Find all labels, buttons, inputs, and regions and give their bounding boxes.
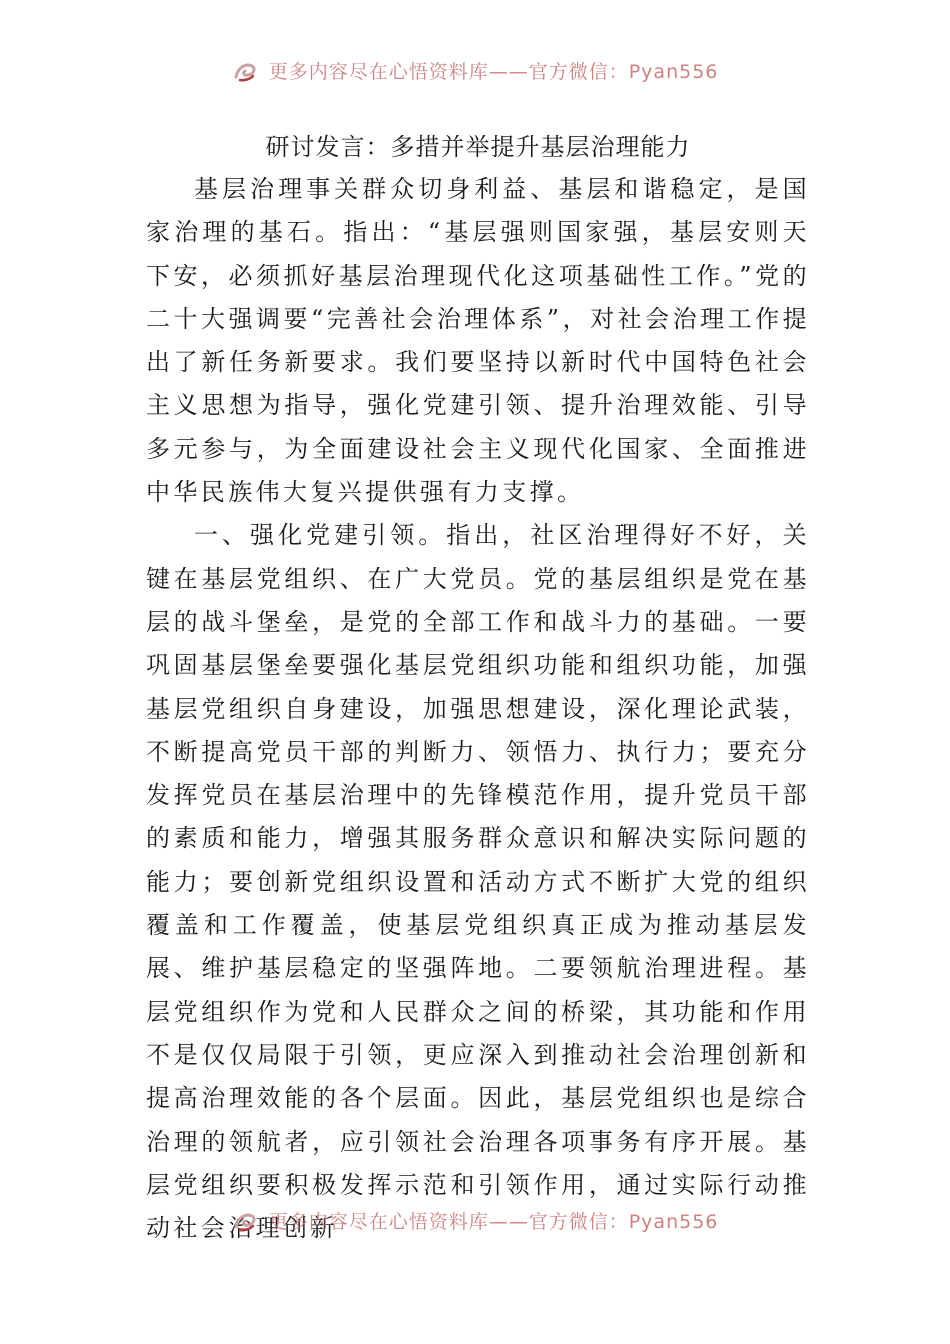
logo-icon (232, 59, 258, 85)
paragraph-section-1: 一、强化党建引领。指出，社区治理得好不好，关键在基层党组织、在广大党员。党的基层组织是党在基层的战斗堡垒，是党的全部工作和战斗力的基础。一要巩固基层堡垒要强化基层党组织功能和组织功能，加强基层党组织自身建设，加强思想建设，深化理论武装，不断提高党员干部的判断力、领悟力、执行力；要充分发挥党员在基层治理中的先锋模范作用，提升党员干部的素质和能力，增强其服务群众意识和解决实际问题的能力；要创新党组织设置和活动方式不断扩大党的组织覆盖和工作覆盖，使基层党组织真正成为推动基层发展、维护基层稳定的坚强阵地。二要领航治理进程。基层党组织作为党和人民群众之间的桥梁，其功能和作用不是仅仅局限于引领，更应深入到推动社会治理创新和提高治理效能的各个层面。因此，基层党组织也是综合治理的领航者，应引领社会治理各项事务有序开展。基层党组织要积极发挥示范和引领作用，通过实际行动推动社会治理创新 (146, 521, 810, 1243)
paragraph-intro: 基层治理事关群众切身利益、基层和谐稳定，是国家治理的基石。指出：“基层强则国家强，基层安则天下安，必须抓好基层治理现代化这项基础性工作。”党的二十大强调要“完善社会治理体系”，对社会治理工作提出了新任务新要求。我们要坚持以新时代中国特色社会主义思想为指导，强化党建引领、提升治理效能、引导多元参与，为全面建设社会主义现代化国家、全面推进中华民族伟大复兴提供强有力支撑。 (146, 175, 810, 507)
footer-watermark (0, 1206, 950, 1236)
watermark-text: 更多内容尽在心悟资料库——官方微信：Pyan556 (268, 1210, 719, 1233)
document-body (146, 126, 810, 1250)
logo-icon (232, 1209, 258, 1235)
header-watermark (0, 56, 950, 86)
document-title: 研讨发言：多措并举提升基层治理能力 (265, 133, 691, 161)
watermark-text: 更多内容尽在心悟资料库——官方微信：Pyan556 (268, 60, 719, 83)
